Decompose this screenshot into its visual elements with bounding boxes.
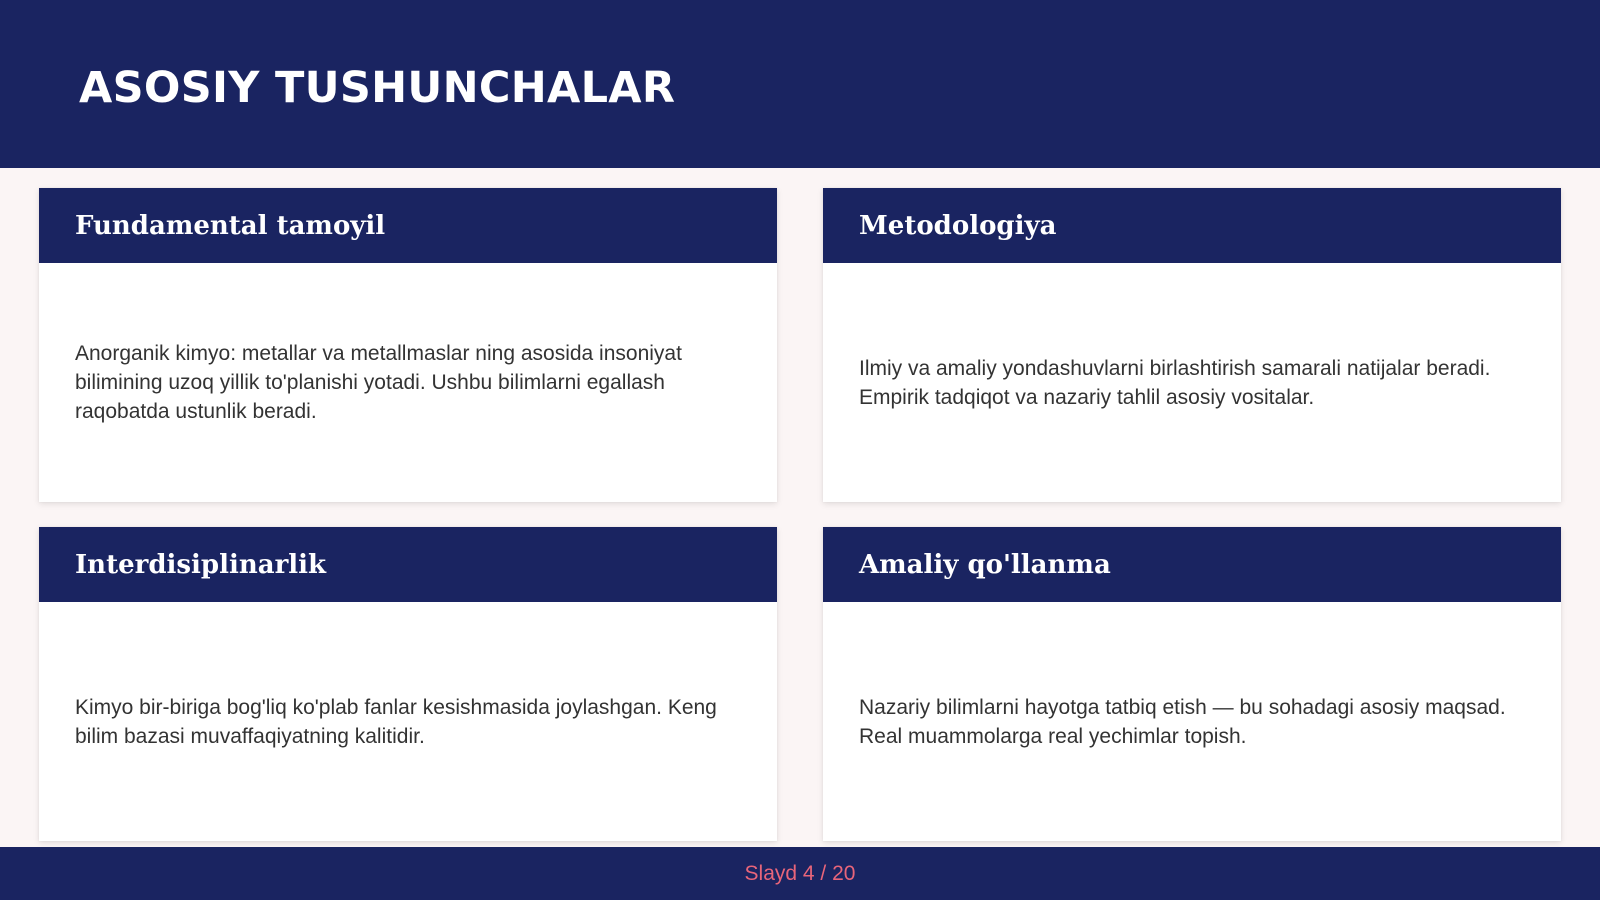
card-title: Interdisiplinarlik xyxy=(75,549,327,580)
card-header xyxy=(823,527,1561,602)
card-text: Anorganik kimyo: metallar va metallmaslar ning asosida insoniyat bilimining uzoq yillik to'planishi yotadi. Ushbu bilimlarni egallash raqobatda ustunlik beradi. xyxy=(75,342,682,423)
card-header xyxy=(39,527,777,602)
concept-card-fundamental xyxy=(39,188,777,502)
card-header xyxy=(39,188,777,263)
card-title: Fundamental tamoyil xyxy=(75,210,386,241)
concept-card-practical xyxy=(823,527,1561,841)
card-body xyxy=(859,602,1525,841)
card-body xyxy=(75,602,741,841)
card-title: Amaliy qo'llanma xyxy=(859,549,1111,580)
card-body xyxy=(859,263,1525,502)
card-title: Metodologiya xyxy=(859,210,1057,241)
card-text: Kimyo bir-biriga bog'liq ko'plab fanlar kesishmasida joylashgan. Keng bilim bazasi muvaffaqiyatning kalitidir. xyxy=(75,695,717,748)
concept-card-methodology xyxy=(823,188,1561,502)
page-title: ASOSIY TUSHUNCHALAR xyxy=(79,63,676,113)
concept-card-interdisciplinary xyxy=(39,527,777,841)
card-header xyxy=(823,188,1561,263)
card-body xyxy=(75,263,741,502)
card-text: Ilmiy va amaliy yondashuvlarni birlashtirish samarali natijalar beradi. Empirik tadqiqot va nazariy tahlil asosiy vositalar. xyxy=(859,356,1491,409)
card-text: Nazariy bilimlarni hayotga tatbiq etish — bu sohadagi asosiy maqsad. Real muammolarga real yechimlar topish. xyxy=(859,695,1506,748)
slide-header xyxy=(0,0,1600,168)
slide-counter: Slayd 4 / 20 xyxy=(744,861,856,885)
slide-footer xyxy=(0,847,1600,900)
